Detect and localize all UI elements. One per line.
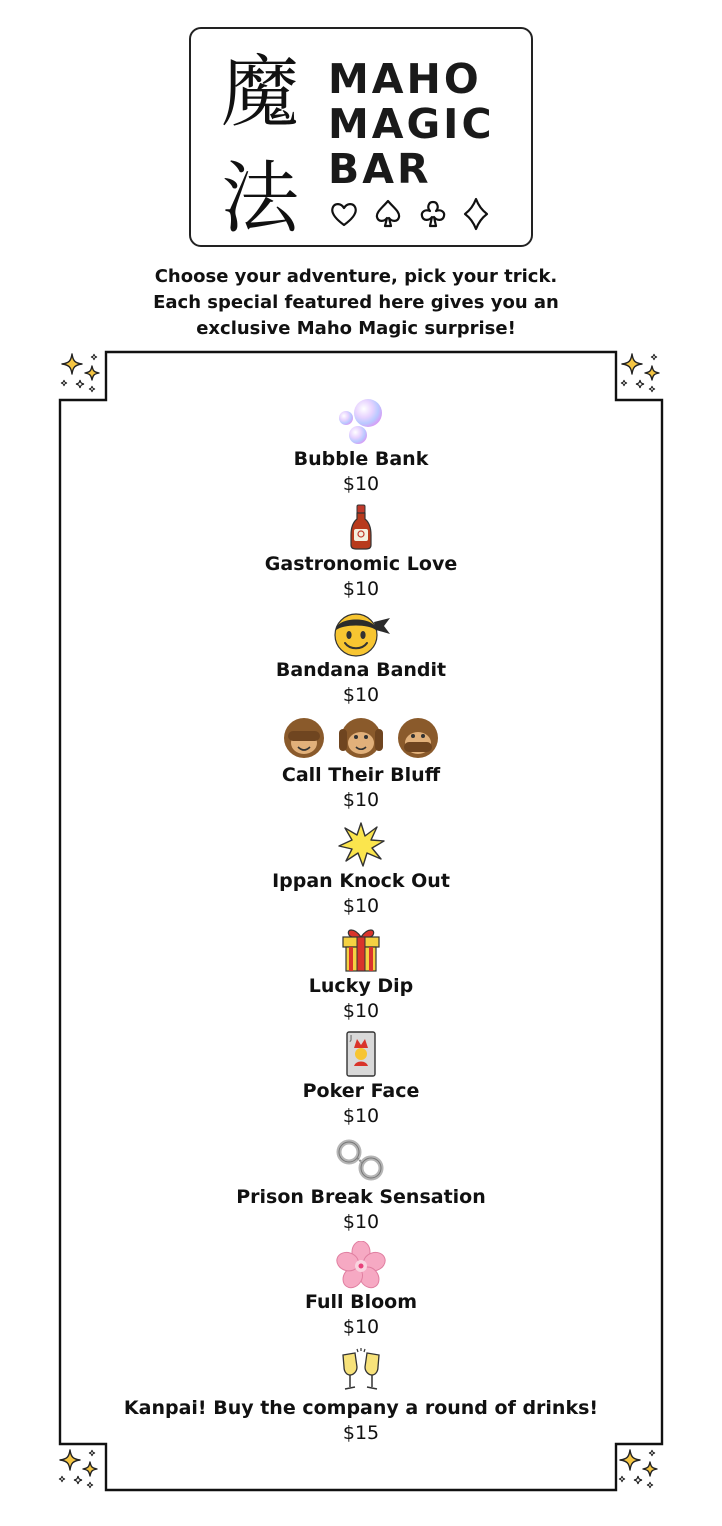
bubbles-icon <box>62 398 660 446</box>
menu-item <box>62 1030 660 1128</box>
logo-kanji-top: 魔 <box>221 48 300 138</box>
menu-item <box>62 1347 660 1445</box>
menu-item <box>62 925 660 1023</box>
menu-item <box>62 714 660 812</box>
three-monkeys-icon <box>62 714 660 762</box>
menu-item-name: Call Their Bluff <box>281 764 441 786</box>
menu-item <box>62 820 660 918</box>
menu-item-name: Bubble Bank <box>293 448 429 470</box>
intro-line-3: exclusive Maho Magic surprise! <box>196 318 516 339</box>
joker-card-icon <box>62 1030 660 1078</box>
menu-item-name: Poker Face <box>302 1080 420 1102</box>
bandana-smiley-icon <box>62 609 660 657</box>
diamond-outline-icon <box>463 197 489 231</box>
svg-text:J: J <box>350 1034 353 1042</box>
menu-item <box>62 503 660 601</box>
logo-wordmark <box>328 57 495 192</box>
menu-item-price: $10 <box>342 473 380 495</box>
menu-item-name: Kanpai! Buy the company a round of drinks! <box>123 1397 599 1419</box>
menu-item-price: $10 <box>342 789 380 811</box>
intro-text <box>100 264 612 342</box>
menu-item-price: $10 <box>342 578 380 600</box>
logo-kanji <box>221 47 311 245</box>
menu-item-name: Ippan Knock Out <box>272 870 450 892</box>
menu-item-price: $10 <box>342 1316 380 1338</box>
card-suits <box>329 197 489 231</box>
intro-line-1: Choose your adventure, pick your trick. <box>154 266 558 287</box>
menu-item-name: Lucky Dip <box>308 975 414 997</box>
sparkles-icon <box>56 1446 104 1494</box>
menu-item <box>62 609 660 707</box>
cherry-blossom-icon <box>62 1241 660 1289</box>
sparkles-icon <box>616 1446 664 1494</box>
club-outline-icon <box>417 198 449 230</box>
soy-sauce-bottle-icon <box>62 503 660 551</box>
logo-line-magic: MAGIC <box>328 100 495 148</box>
menu-item-price: $15 <box>342 1422 380 1444</box>
clinking-glasses-icon <box>62 1347 660 1395</box>
menu-item-price: $10 <box>342 895 380 917</box>
logo-kanji-bottom: 法 <box>221 154 300 244</box>
spade-outline-icon <box>373 198 403 230</box>
heart-outline-icon <box>329 199 359 229</box>
menu-item-name: Bandana Bandit <box>275 659 447 681</box>
sparkles-icon <box>58 350 106 398</box>
menu-item <box>62 1241 660 1339</box>
menu-item-price: $10 <box>342 1000 380 1022</box>
logo-line-bar: BAR <box>328 145 432 193</box>
menu-item-price: $10 <box>342 1211 380 1233</box>
menu-item-name: Full Bloom <box>304 1291 418 1313</box>
handcuffs-icon <box>62 1136 660 1184</box>
menu-item-price: $10 <box>342 684 380 706</box>
logo-line-maho: MAHO <box>328 55 482 103</box>
menu-item-name: Gastronomic Love <box>264 553 458 575</box>
collision-burst-icon <box>62 820 660 868</box>
menu-item-price: $10 <box>342 1105 380 1127</box>
menu-item <box>62 398 660 496</box>
intro-line-2: Each special featured here gives you an <box>153 292 559 313</box>
gift-box-icon <box>62 925 660 973</box>
logo-box <box>189 27 533 247</box>
menu-item <box>62 1136 660 1234</box>
menu-item-name: Prison Break Sensation <box>236 1186 486 1208</box>
sparkles-icon <box>618 350 666 398</box>
